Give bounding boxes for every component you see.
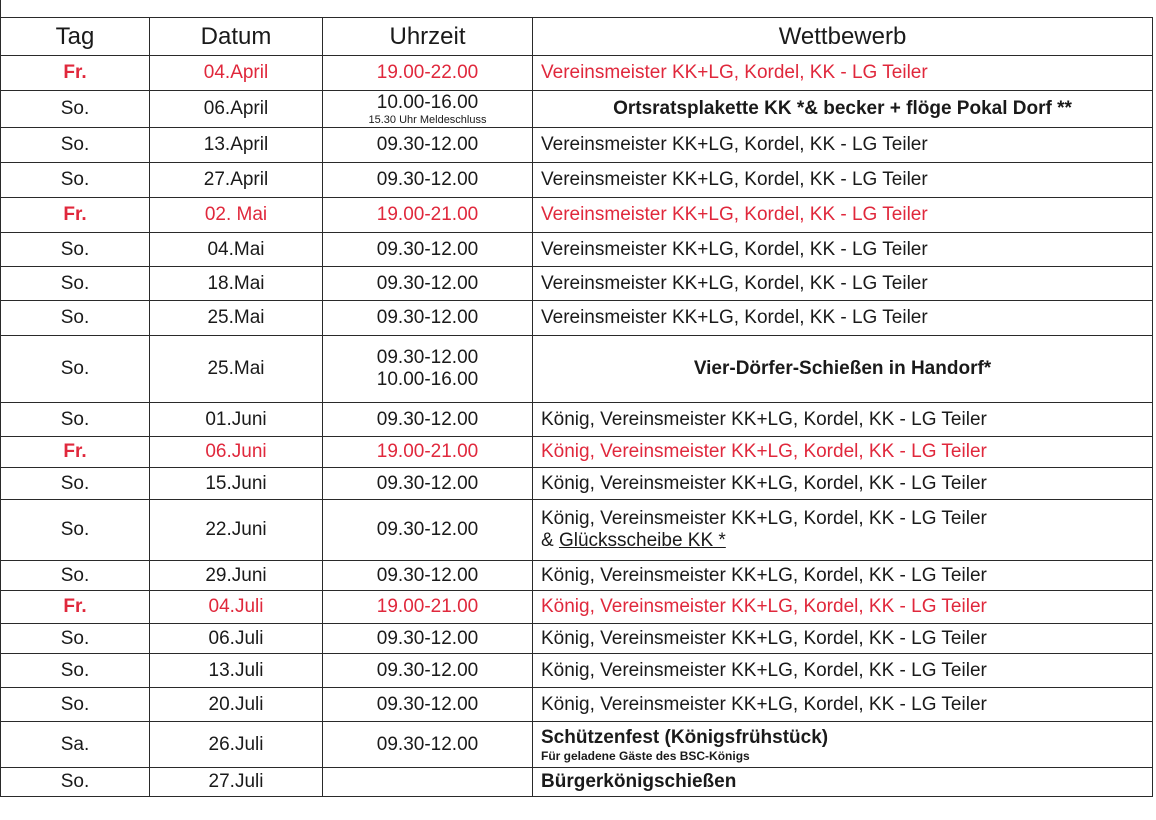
header-row bbox=[1, 18, 1153, 56]
cell-event: Vereinsmeister KK+LG, Kordel, KK - LG Teiler bbox=[533, 163, 1153, 198]
table-row bbox=[1, 128, 1153, 163]
cell-day: So. bbox=[1, 336, 150, 403]
cell-day: So. bbox=[1, 500, 150, 561]
cell-event: König, Vereinsmeister KK+LG, Kordel, KK - LG Teiler bbox=[533, 624, 1153, 654]
cell-event: Vereinsmeister KK+LG, Kordel, KK - LG Teiler bbox=[533, 56, 1153, 91]
cell-day: So. bbox=[1, 688, 150, 722]
cell-event: Vereinsmeister KK+LG, Kordel, KK - LG Teiler bbox=[533, 128, 1153, 163]
cell-event: Vereinsmeister KK+LG, Kordel, KK - LG Teiler bbox=[533, 233, 1153, 267]
cell-event: Vereinsmeister KK+LG, Kordel, KK - LG Teiler bbox=[533, 267, 1153, 301]
table-row bbox=[1, 403, 1153, 437]
cell-day: So. bbox=[1, 267, 150, 301]
header-time: Uhrzeit bbox=[323, 18, 533, 56]
cell-event: Ortsratsplakette KK *& becker + flöge Pokal Dorf ** bbox=[533, 91, 1153, 128]
cell-date: 04.Juli bbox=[150, 591, 323, 624]
cell-event: König, Vereinsmeister KK+LG, Kordel, KK - LG Teiler bbox=[533, 654, 1153, 688]
cell-date: 06.Juni bbox=[150, 437, 323, 468]
cell-time: 19.00-21.00 bbox=[323, 591, 533, 624]
cell-event bbox=[533, 722, 1153, 768]
event-extra-prefix: & bbox=[541, 530, 559, 551]
table-row bbox=[1, 91, 1153, 128]
table-row bbox=[1, 267, 1153, 301]
cell-date: 26.Juli bbox=[150, 722, 323, 768]
cell-time: 09.30-12.00 bbox=[323, 688, 533, 722]
cell-time bbox=[323, 336, 533, 403]
cell-day: So. bbox=[1, 561, 150, 591]
cell-day: So. bbox=[1, 128, 150, 163]
cell-time: 09.30-12.00 bbox=[323, 233, 533, 267]
header-event: Wettbewerb bbox=[533, 18, 1153, 56]
header-date: Datum bbox=[150, 18, 323, 56]
event-text: Schützenfest (Königsfrühstück) bbox=[541, 726, 829, 748]
time-value-secondary: 10.00-16.00 bbox=[376, 369, 479, 390]
cell-event: König, Vereinsmeister KK+LG, Kordel, KK - LG Teiler bbox=[533, 591, 1153, 624]
time-value: 10.00-16.00 bbox=[376, 92, 479, 113]
cell-day: So. bbox=[1, 654, 150, 688]
cell-time: 19.00-21.00 bbox=[323, 198, 533, 233]
cell-day: Fr. bbox=[1, 591, 150, 624]
cell-day: Fr. bbox=[1, 198, 150, 233]
cell-date: 13.April bbox=[150, 128, 323, 163]
cell-event: König, Vereinsmeister KK+LG, Kordel, KK - LG Teiler bbox=[533, 437, 1153, 468]
cell-event: Vier-Dörfer-Schießen in Handorf* bbox=[533, 336, 1153, 403]
cell-event: Vereinsmeister KK+LG, Kordel, KK - LG Teiler bbox=[533, 198, 1153, 233]
cell-day: So. bbox=[1, 624, 150, 654]
cell-date: 01.Juni bbox=[150, 403, 323, 437]
table-row bbox=[1, 233, 1153, 267]
cell-date: 18.Mai bbox=[150, 267, 323, 301]
competition-schedule-table bbox=[0, 17, 1153, 797]
cell-time: 09.30-12.00 bbox=[323, 722, 533, 768]
cell-event: König, Vereinsmeister KK+LG, Kordel, KK - LG Teiler bbox=[533, 403, 1153, 437]
cell-time bbox=[323, 91, 533, 128]
table-row bbox=[1, 301, 1153, 336]
table-row bbox=[1, 591, 1153, 624]
table-row bbox=[1, 654, 1153, 688]
table-row bbox=[1, 468, 1153, 500]
cell-day: Sa. bbox=[1, 722, 150, 768]
cell-date: 02. Mai bbox=[150, 198, 323, 233]
cell-day: Fr. bbox=[1, 56, 150, 91]
cell-date: 15.Juni bbox=[150, 468, 323, 500]
cell-time: 09.30-12.00 bbox=[323, 163, 533, 198]
cell-date: 06.Juli bbox=[150, 624, 323, 654]
table-row bbox=[1, 722, 1153, 768]
table-row bbox=[1, 198, 1153, 233]
cell-event: König, Vereinsmeister KK+LG, Kordel, KK - LG Teiler bbox=[533, 468, 1153, 500]
table-row bbox=[1, 688, 1153, 722]
cell-date: 04.April bbox=[150, 56, 323, 91]
table-row bbox=[1, 561, 1153, 591]
cell-date: 25.Mai bbox=[150, 336, 323, 403]
table-row bbox=[1, 163, 1153, 198]
cell-day: Fr. bbox=[1, 437, 150, 468]
event-extra: Glücksscheibe KK * bbox=[558, 530, 726, 551]
cell-event bbox=[533, 500, 1153, 561]
cell-day: So. bbox=[1, 91, 150, 128]
table-row bbox=[1, 437, 1153, 468]
cell-time: 09.30-12.00 bbox=[323, 561, 533, 591]
top-border-fragment bbox=[0, 0, 4, 17]
cell-time: 09.30-12.00 bbox=[323, 128, 533, 163]
table-row bbox=[1, 624, 1153, 654]
cell-date: 29.Juni bbox=[150, 561, 323, 591]
cell-day: So. bbox=[1, 301, 150, 336]
cell-day: So. bbox=[1, 163, 150, 198]
cell-event: König, Vereinsmeister KK+LG, Kordel, KK - LG Teiler bbox=[533, 561, 1153, 591]
cell-time: 09.30-12.00 bbox=[323, 624, 533, 654]
cell-time: 09.30-12.00 bbox=[323, 500, 533, 561]
cell-date: 25.Mai bbox=[150, 301, 323, 336]
header-day: Tag bbox=[1, 18, 150, 56]
cell-time: 19.00-21.00 bbox=[323, 437, 533, 468]
cell-day: So. bbox=[1, 768, 150, 797]
registration-deadline-note: 15.30 Uhr Meldeschluss bbox=[368, 114, 487, 126]
cell-date: 04.Mai bbox=[150, 233, 323, 267]
cell-date: 06.April bbox=[150, 91, 323, 128]
event-text: König, Vereinsmeister KK+LG, Kordel, KK - LG Teiler bbox=[541, 508, 987, 529]
cell-event: Bürgerkönigschießen bbox=[533, 768, 1153, 797]
table-row bbox=[1, 768, 1153, 797]
cell-event: König, Vereinsmeister KK+LG, Kordel, KK - LG Teiler bbox=[533, 688, 1153, 722]
cell-date: 22.Juni bbox=[150, 500, 323, 561]
cell-time: 19.00-22.00 bbox=[323, 56, 533, 91]
cell-date: 20.Juli bbox=[150, 688, 323, 722]
cell-time bbox=[323, 768, 533, 797]
cell-date: 27.April bbox=[150, 163, 323, 198]
table-row bbox=[1, 56, 1153, 91]
event-note: Für geladene Gäste des BSC-Königs bbox=[541, 748, 750, 763]
cell-time: 09.30-12.00 bbox=[323, 301, 533, 336]
table-row bbox=[1, 336, 1153, 403]
time-value: 09.30-12.00 bbox=[376, 347, 479, 368]
cell-time: 09.30-12.00 bbox=[323, 403, 533, 437]
cell-time: 09.30-12.00 bbox=[323, 654, 533, 688]
cell-date: 27.Juli bbox=[150, 768, 323, 797]
cell-day: So. bbox=[1, 468, 150, 500]
cell-date: 13.Juli bbox=[150, 654, 323, 688]
cell-time: 09.30-12.00 bbox=[323, 267, 533, 301]
cell-day: So. bbox=[1, 233, 150, 267]
cell-day: So. bbox=[1, 403, 150, 437]
cell-event: Vereinsmeister KK+LG, Kordel, KK - LG Teiler bbox=[533, 301, 1153, 336]
table-row bbox=[1, 500, 1153, 561]
cell-time: 09.30-12.00 bbox=[323, 468, 533, 500]
